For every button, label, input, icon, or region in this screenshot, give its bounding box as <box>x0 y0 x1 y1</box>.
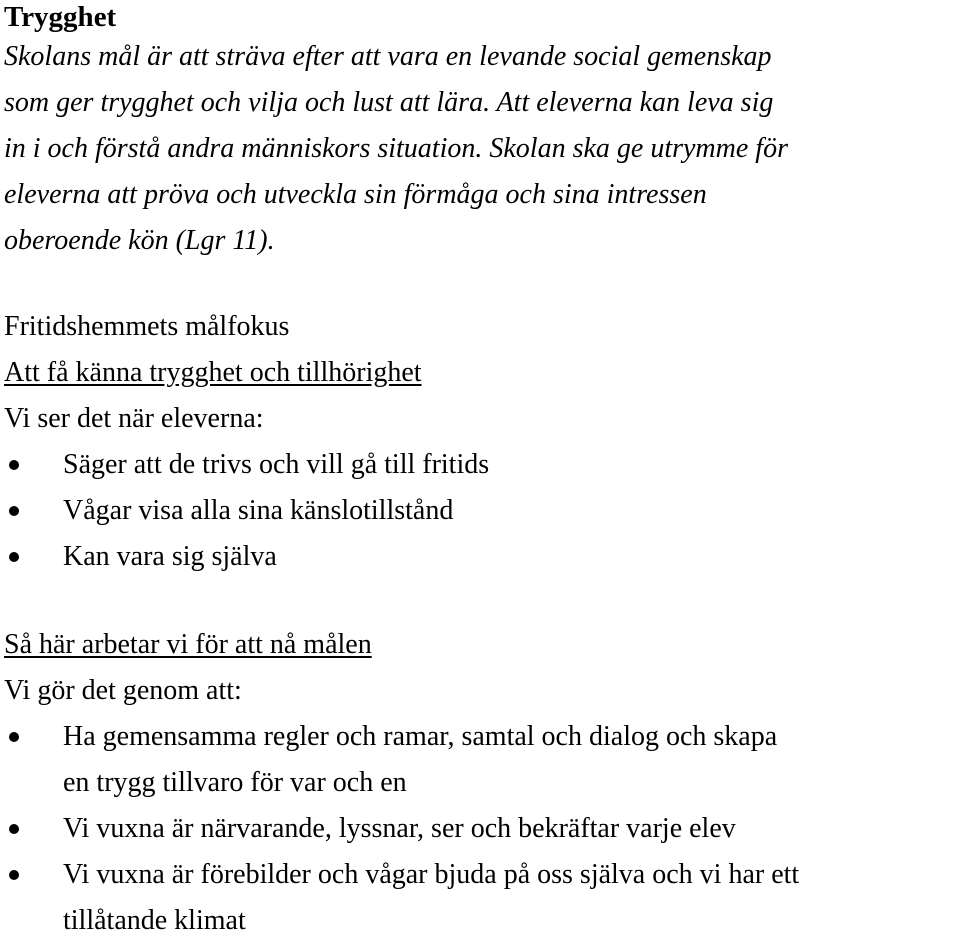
list-item <box>4 806 956 852</box>
list-item-text: Kan vara sig själva <box>63 541 277 572</box>
document-page <box>4 0 956 944</box>
list-item-text: Vi vuxna är förebilder och vågar bjuda på oss själva och vi har ett <box>63 859 800 890</box>
work-lead: Vi gör det genom att: <box>4 675 242 706</box>
list-item-text: Vi vuxna är närvarande, lyssnar, ser och bekräftar varje elev <box>63 813 736 844</box>
work-heading: Så här arbetar vi för att nå målen <box>4 629 372 660</box>
focus-goal: Att få känna trygghet och tillhörighet <box>4 357 422 388</box>
list-item <box>4 534 956 580</box>
intro-line: Skolans mål är att sträva efter att vara en levande social gemenskap <box>4 41 772 72</box>
intro-line: in i och förstå andra människors situation. Skolan ska ge utrymme för <box>4 133 788 164</box>
list-item-text: Säger att de trivs och vill gå till fritids <box>63 449 490 480</box>
list-item <box>4 852 956 944</box>
focus-bullet-list <box>4 442 956 580</box>
intro-line: eleverna att pröva och utveckla sin förmåga och sina intressen <box>4 179 707 210</box>
list-item-text: Ha gemensamma regler och ramar, samtal och dialog och skapa <box>63 721 778 752</box>
focus-lead: Vi ser det när eleverna: <box>4 403 264 434</box>
list-item-text: Vågar visa alla sina känslotillstånd <box>63 495 454 526</box>
list-item <box>4 714 956 806</box>
list-item-text-continued: en trygg tillvaro för var och en <box>63 767 407 798</box>
list-item-text-continued: tillåtande klimat <box>63 905 246 936</box>
intro-line: oberoende kön (Lgr 11). <box>4 225 275 256</box>
list-item <box>4 442 956 488</box>
section-heading: Trygghet <box>4 1 117 33</box>
focus-label: Fritidshemmets målfokus <box>4 311 290 342</box>
work-bullet-list <box>4 714 956 944</box>
intro-paragraph <box>4 34 956 264</box>
list-item <box>4 488 956 534</box>
intro-line: som ger trygghet och vilja och lust att lära. Att eleverna kan leva sig <box>4 87 774 118</box>
